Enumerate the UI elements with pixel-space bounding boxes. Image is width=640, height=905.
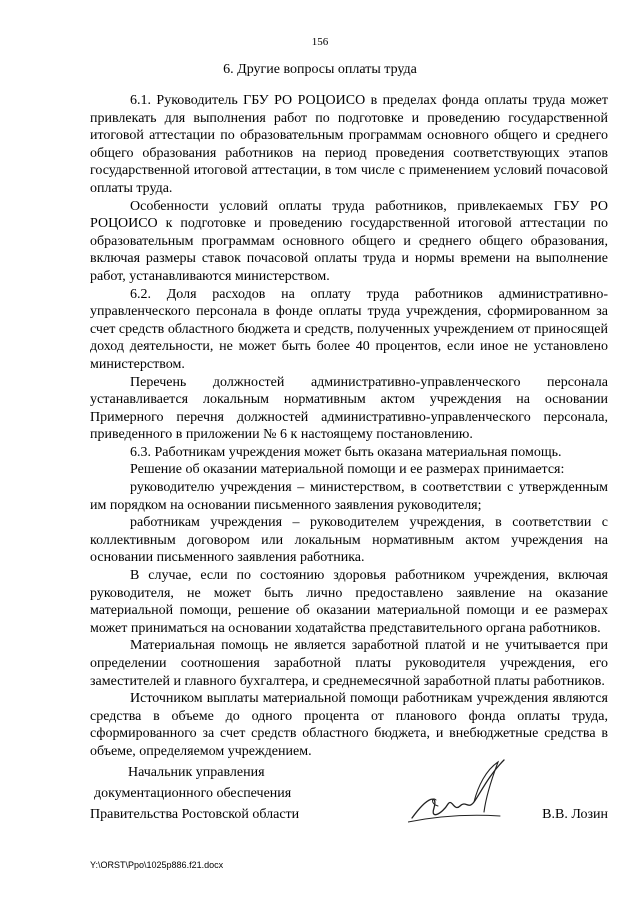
- signature-block: [90, 762, 608, 832]
- paragraph-6-3: 6.3. Работникам учреждения может быть оказана материальная помощь.: [130, 444, 562, 460]
- signatory-name: В.В. Лозин: [542, 807, 608, 822]
- document-body: [90, 92, 608, 761]
- signatory-title-line-1: Начальник управления: [128, 765, 265, 780]
- section-title: 6. Другие вопросы оплаты труда: [223, 62, 417, 77]
- paragraph-not-salary: Материальная помощь не является заработной платой и не учитывается при определении соотношения заработной платы руководителя учреждения, его заместителей и главного бухгалтера, и среднемесячной заработной платы работников.: [90, 638, 608, 689]
- paragraph-6-1: 6.1. Руководитель ГБУ РО РОЦОИСО в пределах фонда оплаты труда может привлекать для выполнения работ по подготовке и проведению государственной итоговой аттестации по образовательным программам основного общего и среднего общего образования работников на период проведения соответствующих этапов государственной итоговой аттестации, в том числе с применением условий почасовой оплаты труда.: [90, 93, 608, 196]
- paragraph-decision: Решение об оказании материальной помощи и ее размерах принимается:: [130, 462, 565, 478]
- handwritten-signature: [408, 756, 518, 828]
- paragraph-features: Особенности условий оплаты труда работников, привлекаемых ГБУ РО РОЦОИСО к подготовке и проведению государственной итоговой аттестации по образовательным программам основного общего и среднего общего образования, включая размеры ставок почасовой оплаты труда и нормы времени на выполнение работ, устанавливаются министерством.: [90, 198, 608, 284]
- footer-file-path: Y:\ORST\Ppo\1025p886.f21.docx: [90, 860, 224, 870]
- paragraph-to-employees: работникам учреждения – руководителем учреждения, в соответствии с коллективным договором или локальным нормативным актом учреждения на основании письменного заявления работника.: [90, 515, 608, 566]
- signatory-title: [90, 762, 330, 825]
- paragraph-health-case: В случае, если по состоянию здоровья работником учреждения, включая руководителя, не может быть лично предоставлено заявление на оказание материальной помощи, решение об оказании материальной помощи и ее размерах может приниматься на основании ходатайства представительного органа работников.: [90, 568, 608, 636]
- paragraph-source: Источником выплаты материальной помощи работникам учреждения являются средства в объеме до одного процента от планового фонда оплаты труда, сформированного за счет средств областного бюджета, и внебюджетные средства в объеме, определяемом учреждением.: [90, 691, 608, 759]
- signatory-title-line-3: Правительства Ростовской области: [90, 807, 300, 822]
- page-number: 156: [311, 36, 329, 48]
- paragraph-positions-list: Перечень должностей административно-управленческого персонала устанавливается локальным нормативным актом учреждения на основании Примерного перечня должностей административно-управленческого персонала, приведенного в приложении № 6 к настоящему постановлению.: [90, 374, 608, 443]
- signatory-title-line-2: документационного обеспечения: [94, 786, 292, 801]
- paragraph-to-head: руководителю учреждения – министерством, в соответствии с утвержденным им порядком на основании письменного заявления руководителя;: [90, 480, 608, 513]
- paragraph-6-2: 6.2. Доля расходов на оплату труда работников административно-управленческого персонала в фонде оплаты труда учреждения, сформированном за счет средств областного бюджета и средств, полученных учреждением от приносящей доход деятельности, не может быть более 40 процентов, если иное не установлено министерством.: [90, 286, 608, 372]
